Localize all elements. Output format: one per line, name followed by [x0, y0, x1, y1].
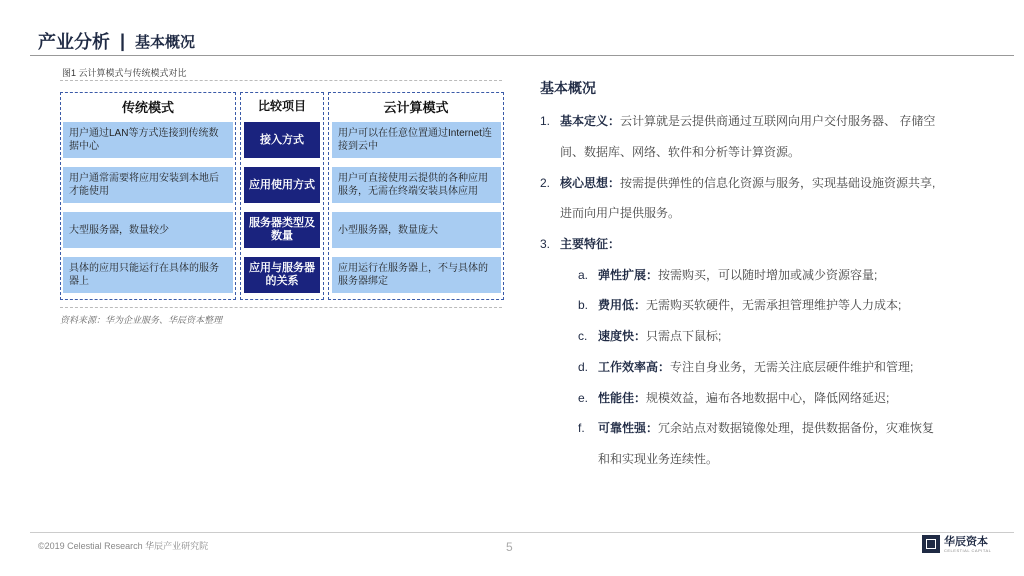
- feature-letter: e.: [578, 391, 589, 405]
- feature-continuation: 和和实现业务连续性。: [598, 452, 719, 466]
- feature-text: 冗余站点对数据镜像处理，提供数据备份，灾难恢复: [658, 421, 935, 435]
- overview-title: 基本概况: [540, 80, 596, 96]
- feature-text: 按需购买，可以随时增加或减少资源容量;: [658, 268, 878, 282]
- overview-item: [540, 174, 935, 191]
- item-number: 1.: [540, 114, 551, 128]
- header-divider: [30, 55, 1014, 56]
- figure-bottom-rule: [60, 307, 502, 308]
- feature-label: 工作效率高：: [598, 360, 671, 374]
- feature-label: 可靠性强：: [598, 421, 659, 435]
- feature-text: 专注自身业务，无需关注底层硬件维护和管理;: [670, 360, 914, 374]
- item-label: 基本定义：: [560, 114, 621, 128]
- feature-text: 规模效益，遍布各地数据中心，降低网络延迟;: [646, 391, 890, 405]
- feature-label: 弹性扩展：: [598, 268, 659, 282]
- traditional-cell: 用户通过LAN等方式连接到传统数据中心: [63, 122, 233, 158]
- compare-item: 应用与服务器的关系: [244, 257, 320, 293]
- logo-mark-icon: [922, 535, 940, 553]
- feature-label: 速度快：: [598, 329, 647, 343]
- cloud-cell: 用户可直接使用云提供的各种应用服务，无需在终端安装具体应用: [332, 167, 501, 203]
- copyright: ©2019 Celestial Research 华辰产业研究院: [38, 541, 209, 551]
- compare-item: 接入方式: [244, 122, 320, 158]
- item-text: 按需提供弹性的信息化资源与服务，实现基础设施资源共享,: [620, 176, 936, 190]
- traditional-cell: 具体的应用只能运行在具体的服务器上: [63, 257, 233, 293]
- traditional-cell: 大型服务器，数量较少: [63, 212, 233, 248]
- feature-letter: b.: [578, 298, 589, 312]
- cloud-header: 云计算模式: [383, 100, 449, 115]
- feature-label: 费用低：: [598, 298, 647, 312]
- footer-divider: [30, 532, 1014, 533]
- item-text: 云计算就是云提供商通过互联网向用户交付服务器、 存储空: [620, 114, 936, 128]
- item-number: 3.: [540, 237, 551, 251]
- feature-item: [578, 327, 721, 344]
- traditional-cell: 用户通常需要将应用安装到本地后才能使用: [63, 167, 233, 203]
- overview-item: [540, 235, 620, 252]
- section-subtitle: 基本概况: [135, 33, 196, 51]
- feature-item: [578, 296, 901, 313]
- company-logo: [922, 535, 991, 553]
- compare-item: 应用使用方式: [244, 167, 320, 203]
- feature-letter: c.: [578, 329, 588, 343]
- logo-subtext: CELESTIAL CAPITAL: [944, 547, 992, 553]
- traditional-header: 传统模式: [121, 100, 174, 115]
- title-separator: |: [120, 30, 126, 51]
- item-label: 核心思想：: [560, 176, 621, 190]
- compare-header: 比较项目: [257, 99, 306, 113]
- feature-label: 性能佳：: [598, 391, 647, 405]
- feature-text: 只需点下鼠标;: [646, 329, 722, 343]
- cloud-cell: 小型服务器，数量庞大: [332, 212, 501, 248]
- feature-item: [578, 419, 934, 436]
- feature-letter: d.: [578, 360, 589, 374]
- logo-text: 华辰资本: [944, 535, 988, 548]
- section-title: 产业分析: [38, 32, 110, 52]
- feature-item: [578, 266, 877, 283]
- figure-title: 图1 云计算模式与传统模式对比: [62, 68, 187, 78]
- item-number: 2.: [540, 176, 551, 190]
- cloud-cell: 应用运行在服务器上，不与具体的服务器绑定: [332, 257, 501, 293]
- feature-text: 无需购买软硬件，无需承担管理维护等人力成本;: [646, 298, 902, 312]
- page-header: [38, 28, 195, 54]
- feature-letter: f.: [578, 421, 585, 435]
- figure-source: 资料来源：华为企业服务、华辰资本整理: [60, 315, 223, 325]
- cloud-cell: 用户可以在任意位置通过Internet连接到云中: [332, 122, 501, 158]
- figure-top-rule: [60, 80, 502, 81]
- feature-item: [578, 389, 889, 406]
- page-number: 5: [506, 540, 513, 554]
- item-continuation: 进而向用户提供服务。: [560, 206, 681, 220]
- feature-letter: a.: [578, 268, 589, 282]
- feature-item: [578, 358, 913, 375]
- overview-item: [540, 112, 935, 129]
- compare-item: 服务器类型及数量: [244, 212, 320, 248]
- item-continuation: 间、数据库、网络、软件和分析等计算资源。: [560, 145, 801, 159]
- item-label: 主要特征：: [560, 237, 621, 251]
